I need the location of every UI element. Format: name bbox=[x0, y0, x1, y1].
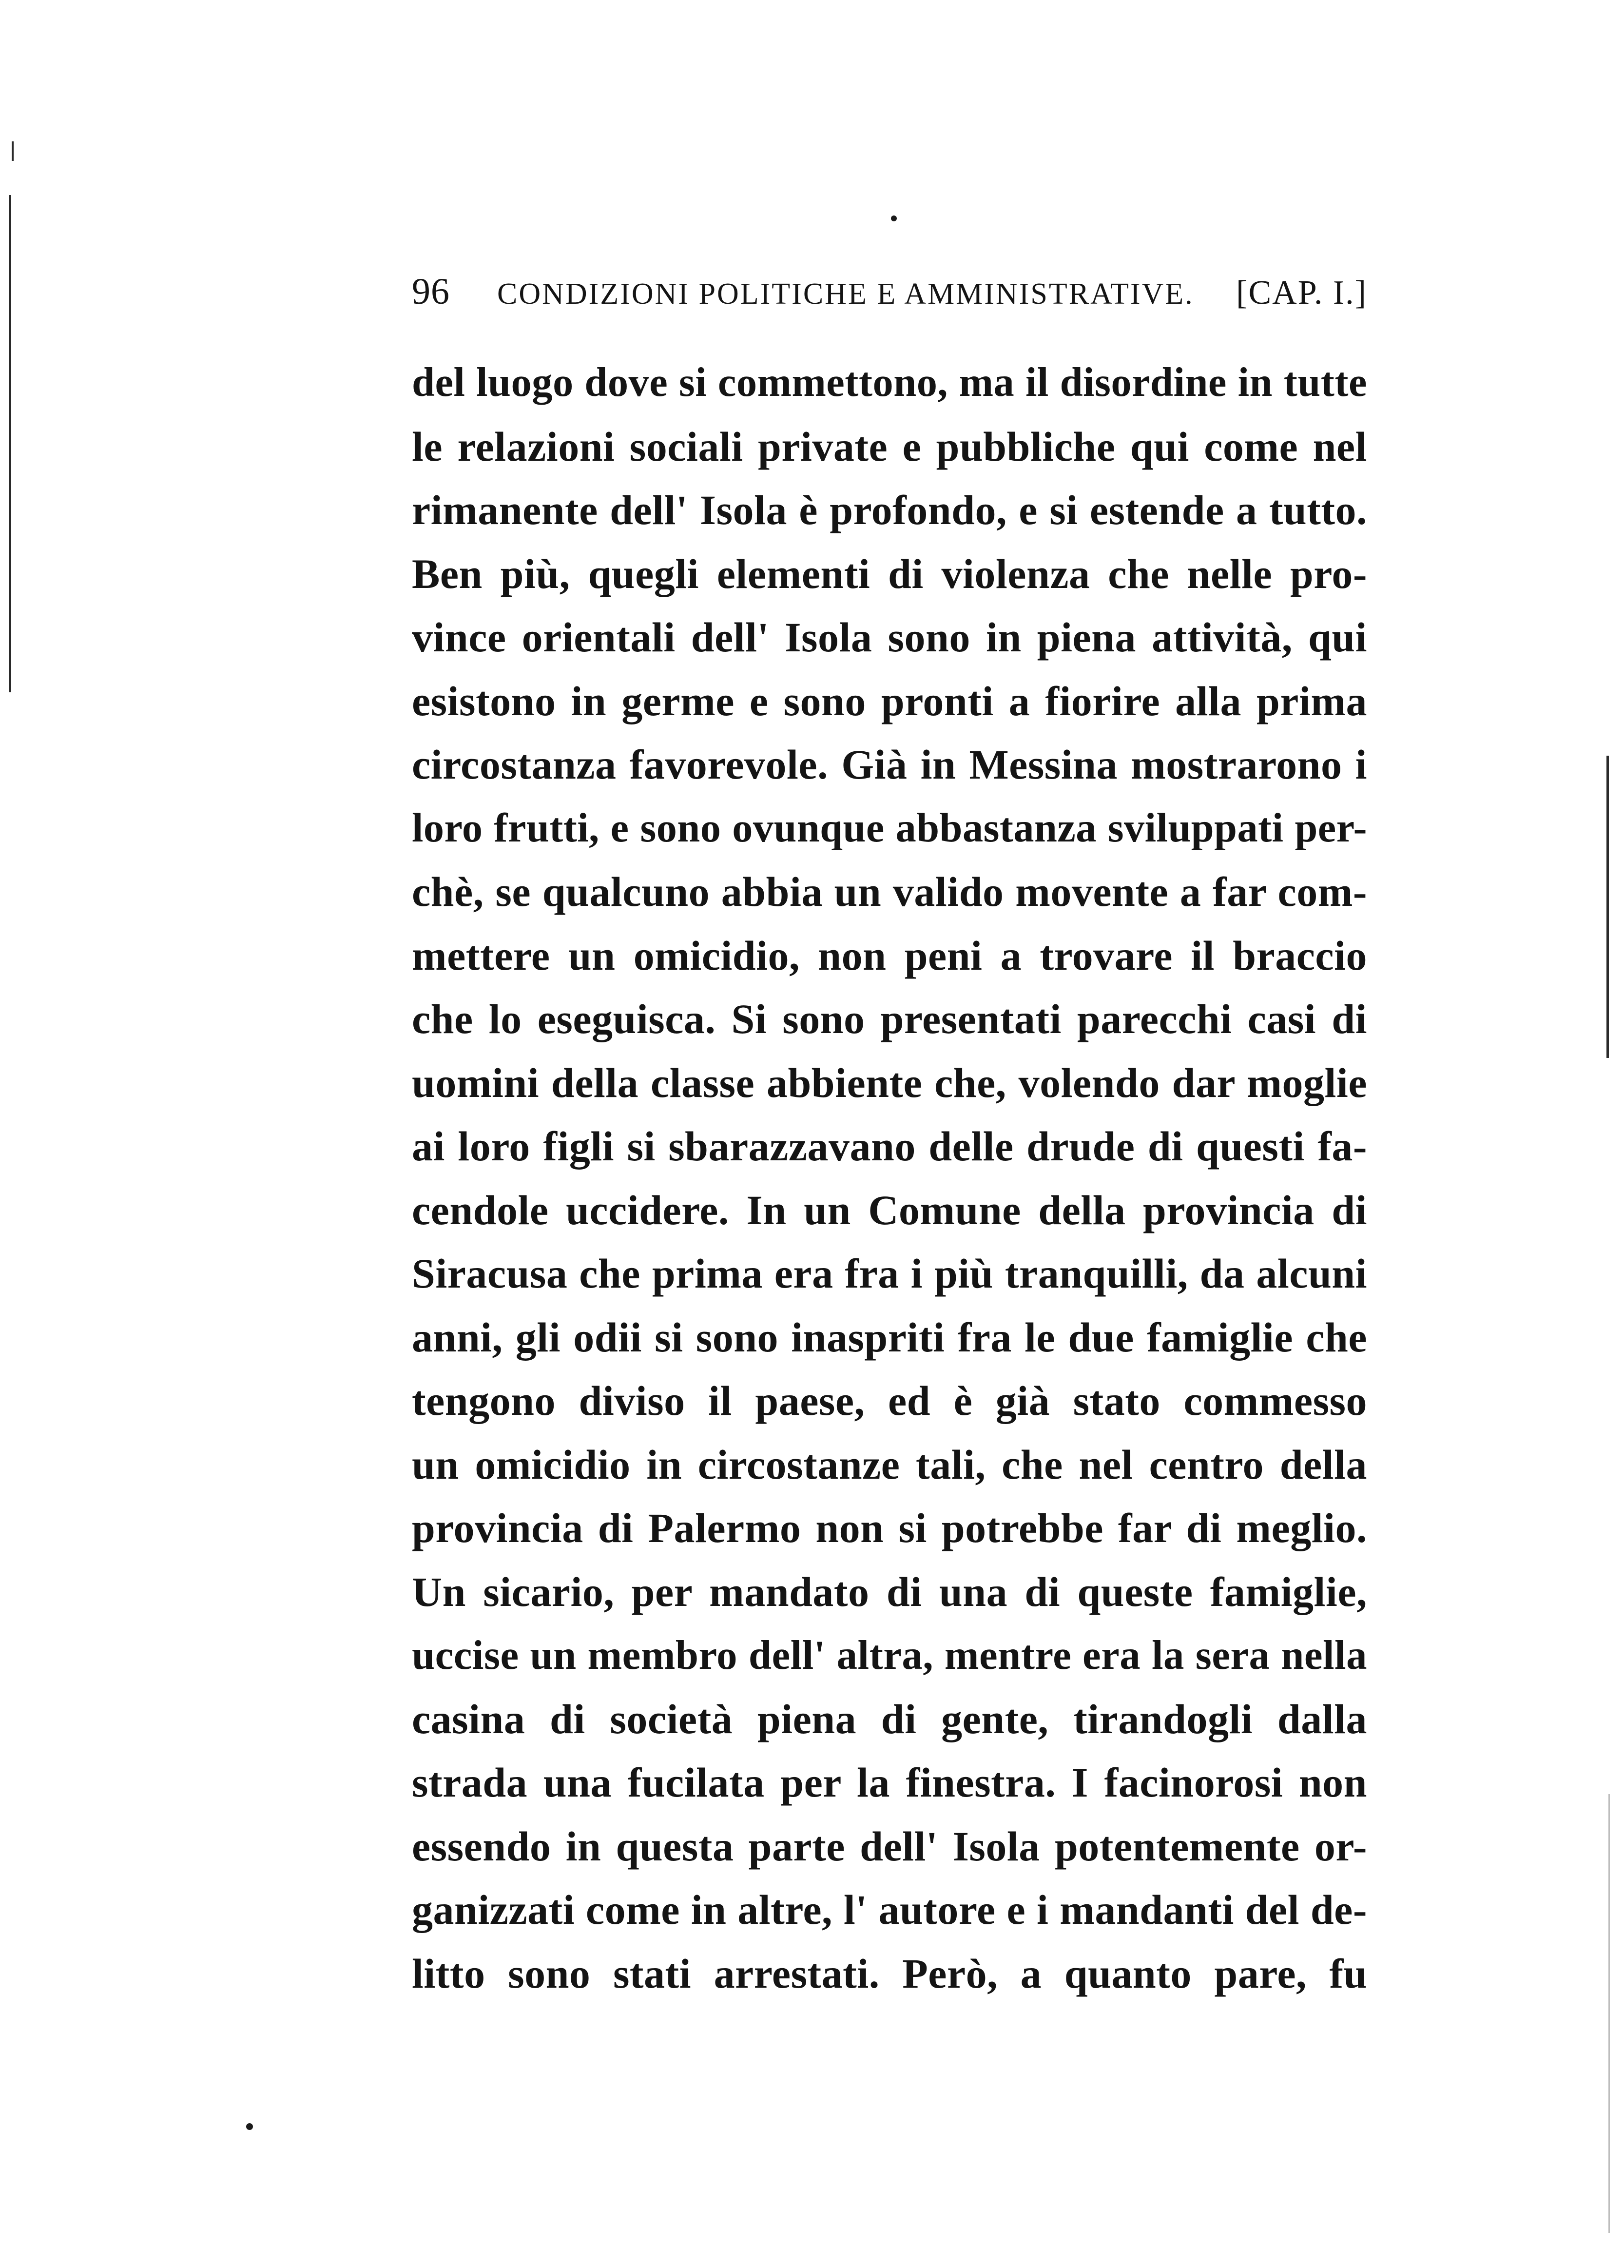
text-line: ganizzati come in altre, l' autore e i mandanti del de- bbox=[412, 1886, 1367, 1933]
text-line: uomini della classe abbiente che, volendo dar moglie bbox=[412, 1059, 1367, 1106]
text-line: le relazioni sociali private e pubbliche qui come nel bbox=[412, 423, 1367, 470]
text-line: mettere un omicidio, non peni a trovare il braccio bbox=[412, 932, 1367, 979]
text-line: tengono diviso il paese, ed è già stato commesso bbox=[412, 1377, 1367, 1424]
text-line: vince orientali dell' Isola sono in piena attività, qui bbox=[412, 614, 1367, 661]
text-line: essendo in questa parte dell' Isola potentemente or- bbox=[412, 1822, 1367, 1870]
text-line: che lo eseguisca. Si sono presentati parecchi casi di bbox=[412, 996, 1367, 1042]
scan-speck-bottom bbox=[246, 2123, 253, 2130]
text-line: del luogo dove si commettono, ma il disordine in tutte bbox=[412, 360, 1367, 405]
scan-edge-left-mark bbox=[12, 141, 14, 161]
text-line: Siracusa che prima era fra i più tranquilli, da alcuni bbox=[412, 1250, 1367, 1297]
text-line: loro frutti, e sono ovunque abbastanza sviluppati per- bbox=[412, 805, 1367, 851]
text-line: Un sicario, per mandato di una di queste famiglie, bbox=[412, 1568, 1367, 1615]
text-line: casina di società piena di gente, tirandogli dalla bbox=[412, 1695, 1367, 1742]
scan-edge-left bbox=[9, 195, 11, 692]
body-text bbox=[412, 351, 1367, 2005]
text-line: Ben più, quegli elementi di violenza che nelle pro- bbox=[412, 550, 1367, 597]
page-number: 96 bbox=[412, 271, 450, 312]
text-line: circostanza favorevole. Già in Messina mostrarono i bbox=[412, 741, 1367, 788]
text-line: litto sono stati arrestati. Però, a quanto pare, fu bbox=[412, 1950, 1367, 1997]
text-line: provincia di Palermo non si potrebbe far di meglio. bbox=[412, 1505, 1367, 1551]
text-line: un omicidio in circostanze tali, che nel centro della bbox=[412, 1441, 1367, 1488]
running-title: CONDIZIONI POLITICHE E AMMINISTRATIVE. bbox=[497, 277, 1194, 311]
text-line: esistono in germe e sono pronti a fiorire alla prima bbox=[412, 677, 1367, 724]
scan-edge-right-faint bbox=[1608, 1794, 1610, 2233]
text-line: cendole uccidere. In un Comune della provincia di bbox=[412, 1186, 1367, 1233]
text-line: anni, gli odii si sono inaspriti fra le due famiglie che bbox=[412, 1313, 1367, 1361]
chapter-mark: [CAP. I.] bbox=[1236, 274, 1367, 312]
running-head bbox=[412, 271, 1367, 319]
scan-speck-top bbox=[891, 215, 897, 221]
text-line: strada una fucilata per la finestra. I facinorosi non bbox=[412, 1759, 1367, 1806]
text-line: ai loro figli si sbarazzavano delle drude di questi fa- bbox=[412, 1123, 1367, 1170]
text-line: uccise un membro dell' altra, mentre era la sera nella bbox=[412, 1632, 1367, 1678]
text-line: chè, se qualcuno abbia un valido movente a far com- bbox=[412, 868, 1367, 915]
text-line: rimanente dell' Isola è profondo, e si estende a tutto. bbox=[412, 487, 1367, 533]
scan-edge-right bbox=[1606, 756, 1609, 1058]
